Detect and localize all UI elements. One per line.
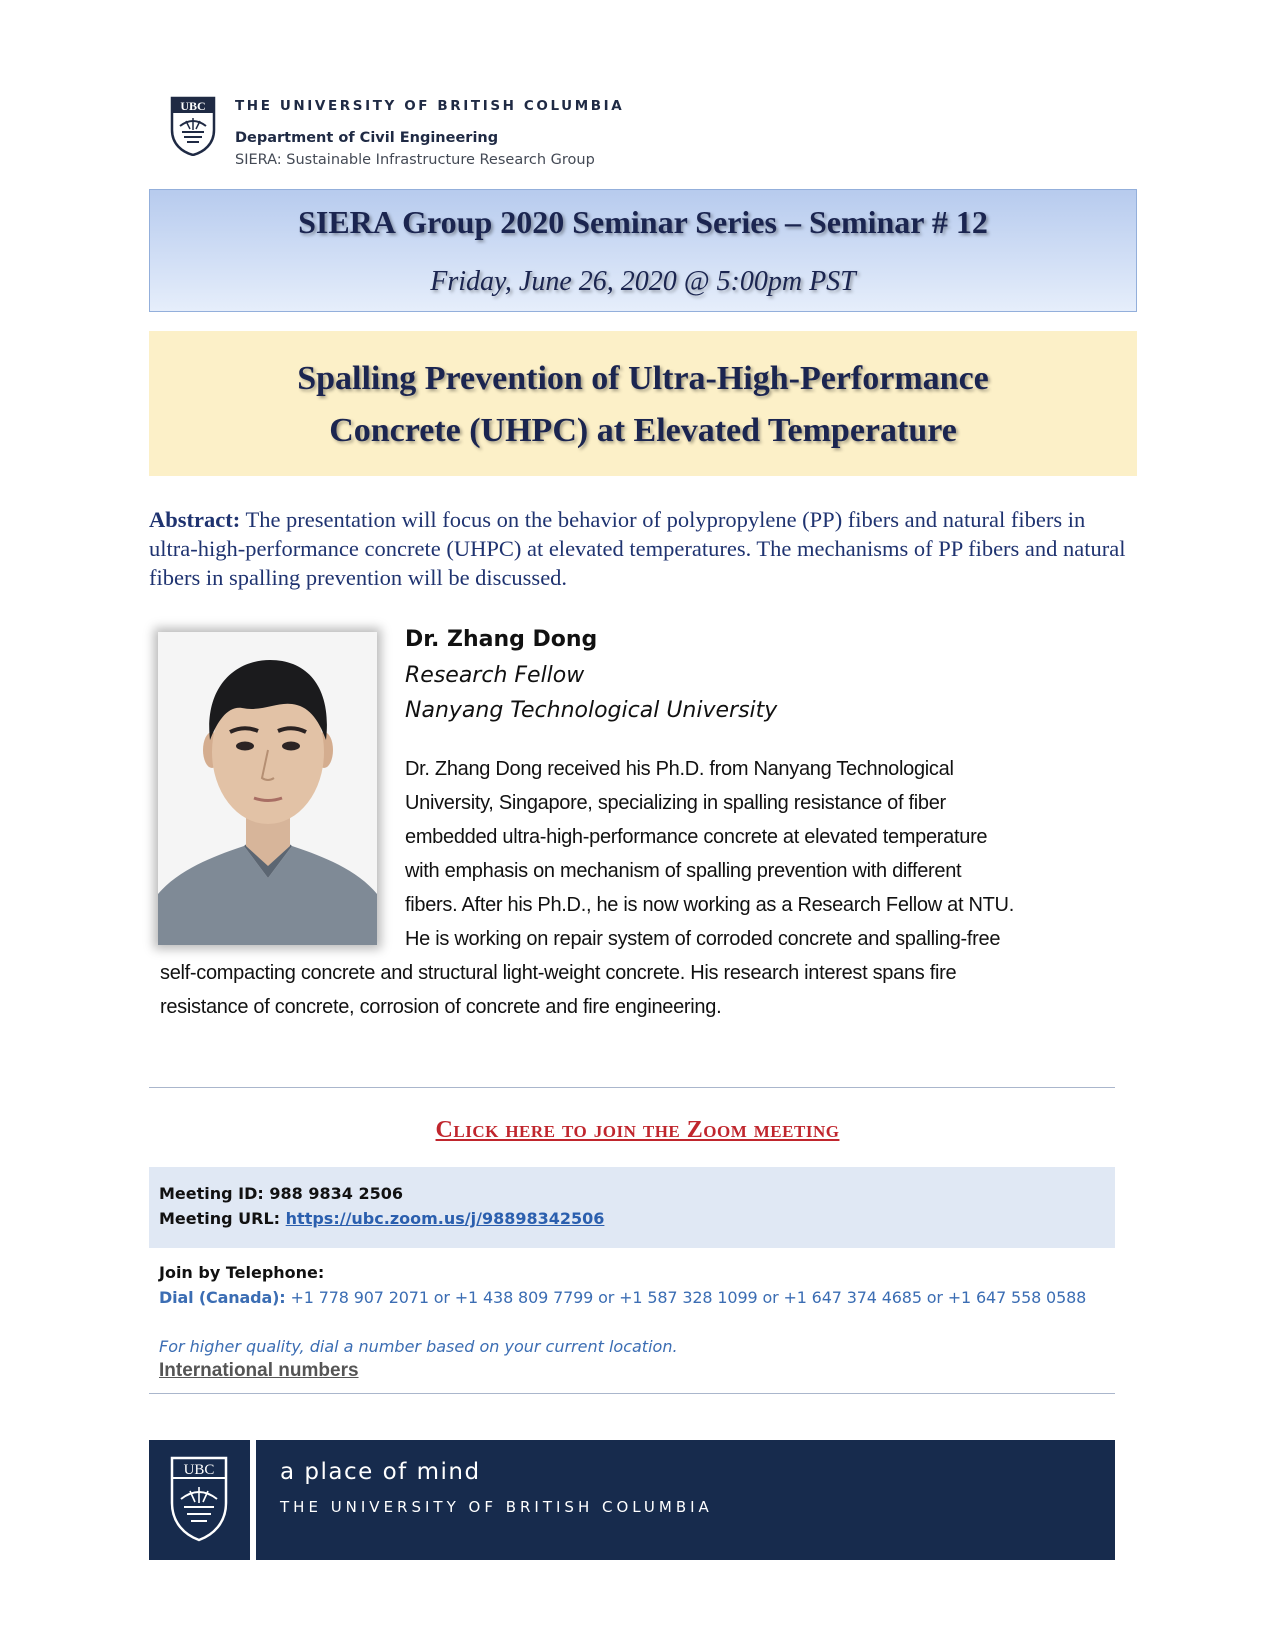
speaker-institution: Nanyang Technological University (405, 698, 778, 723)
meeting-id-label: Meeting ID: (159, 1184, 264, 1203)
abstract-label: Abstract: (149, 507, 241, 532)
section-divider (149, 1393, 1115, 1394)
bio-line: University, Singapore, specializing in spalling resistance of fiber (405, 792, 946, 814)
abstract-text: The presentation will focus on the behavior of polypropylene (PP) fibers and natural fibers in ultra-high-performance concrete (UHPC) at elevated temperatures. The mechanisms of PP fibers and natural fibers in spalling prevention will be discussed. (149, 507, 1126, 590)
seminar-banner (149, 189, 1137, 312)
footer-crest-panel (149, 1440, 250, 1560)
footer-banner (256, 1440, 1115, 1560)
bio-line: Dr. Zhang Dong received his Ph.D. from Nanyang Technological (405, 758, 954, 780)
header-department: Department of Civil Engineering (235, 130, 499, 146)
dial-label: Dial (Canada): (159, 1288, 286, 1307)
footer-university-name: THE UNIVERSITY OF BRITISH COLUMBIA (280, 1498, 713, 1516)
meeting-id-value: 988 9834 2506 (269, 1184, 403, 1203)
telephone-heading: Join by Telephone: (159, 1263, 325, 1282)
footer-crest-text: UBC (183, 1462, 215, 1478)
dial-number-list: +1 778 907 2071 or +1 438 809 7799 or +1 587 328 1099 or +1 647 374 4685 or +1 647 558 0588 (290, 1288, 1087, 1307)
bio-line: fibers. After his Ph.D., he is now working as a Research Fellow at NTU. (405, 894, 1014, 916)
talk-title-line2: Concrete (UHPC) at Elevated Temperature (329, 412, 957, 449)
meeting-id (159, 1184, 403, 1203)
meeting-url-label: Meeting URL: (159, 1209, 281, 1228)
abstract (149, 505, 1129, 592)
footer-ubc-crest-logo (169, 1455, 229, 1543)
join-zoom-link[interactable]: Click here to join the Zoom meeting (435, 1117, 840, 1143)
dial-numbers (159, 1288, 1086, 1307)
bio-line: self-compacting concrete and structural light-weight concrete. His research interest spans fire (160, 962, 957, 984)
speaker-name: Dr. Zhang Dong (405, 627, 598, 652)
meeting-url-link[interactable]: https://ubc.zoom.us/j/98898342506 (285, 1209, 605, 1228)
speaker-role: Research Fellow (405, 663, 585, 688)
talk-title-line1: Spalling Prevention of Ultra-High-Performance (297, 360, 989, 397)
crest-text: UBC (180, 99, 206, 113)
bio-line: embedded ultra-high-performance concrete at elevated temperature (405, 826, 988, 848)
talk-title (149, 353, 1137, 457)
bio-line: He is working on repair system of corroded concrete and spalling-free (405, 928, 1001, 950)
section-divider (149, 1087, 1115, 1088)
bio-line: with emphasis on mechanism of spalling prevention with different (405, 860, 962, 882)
bio-line: resistance of concrete, corrosion of concrete and fire engineering. (160, 996, 722, 1018)
ubc-crest-logo (170, 96, 216, 156)
quality-note: For higher quality, dial a number based on your current location. (159, 1337, 678, 1356)
header-research-group: SIERA: Sustainable Infrastructure Research Group (235, 152, 595, 168)
header-university-name: THE UNIVERSITY OF BRITISH COLUMBIA (235, 98, 625, 114)
seminar-date: Friday, June 26, 2020 @ 5:00pm PST (430, 266, 856, 297)
footer-tagline: a place of mind (280, 1459, 481, 1485)
talk-title-box (149, 331, 1137, 476)
seminar-series-title: SIERA Group 2020 Seminar Series – Seminar # 12 (298, 204, 988, 240)
meeting-url (159, 1209, 604, 1228)
meeting-details-box (149, 1167, 1115, 1248)
speaker-photo (158, 632, 377, 945)
international-numbers-link[interactable]: International numbers (159, 1360, 359, 1381)
